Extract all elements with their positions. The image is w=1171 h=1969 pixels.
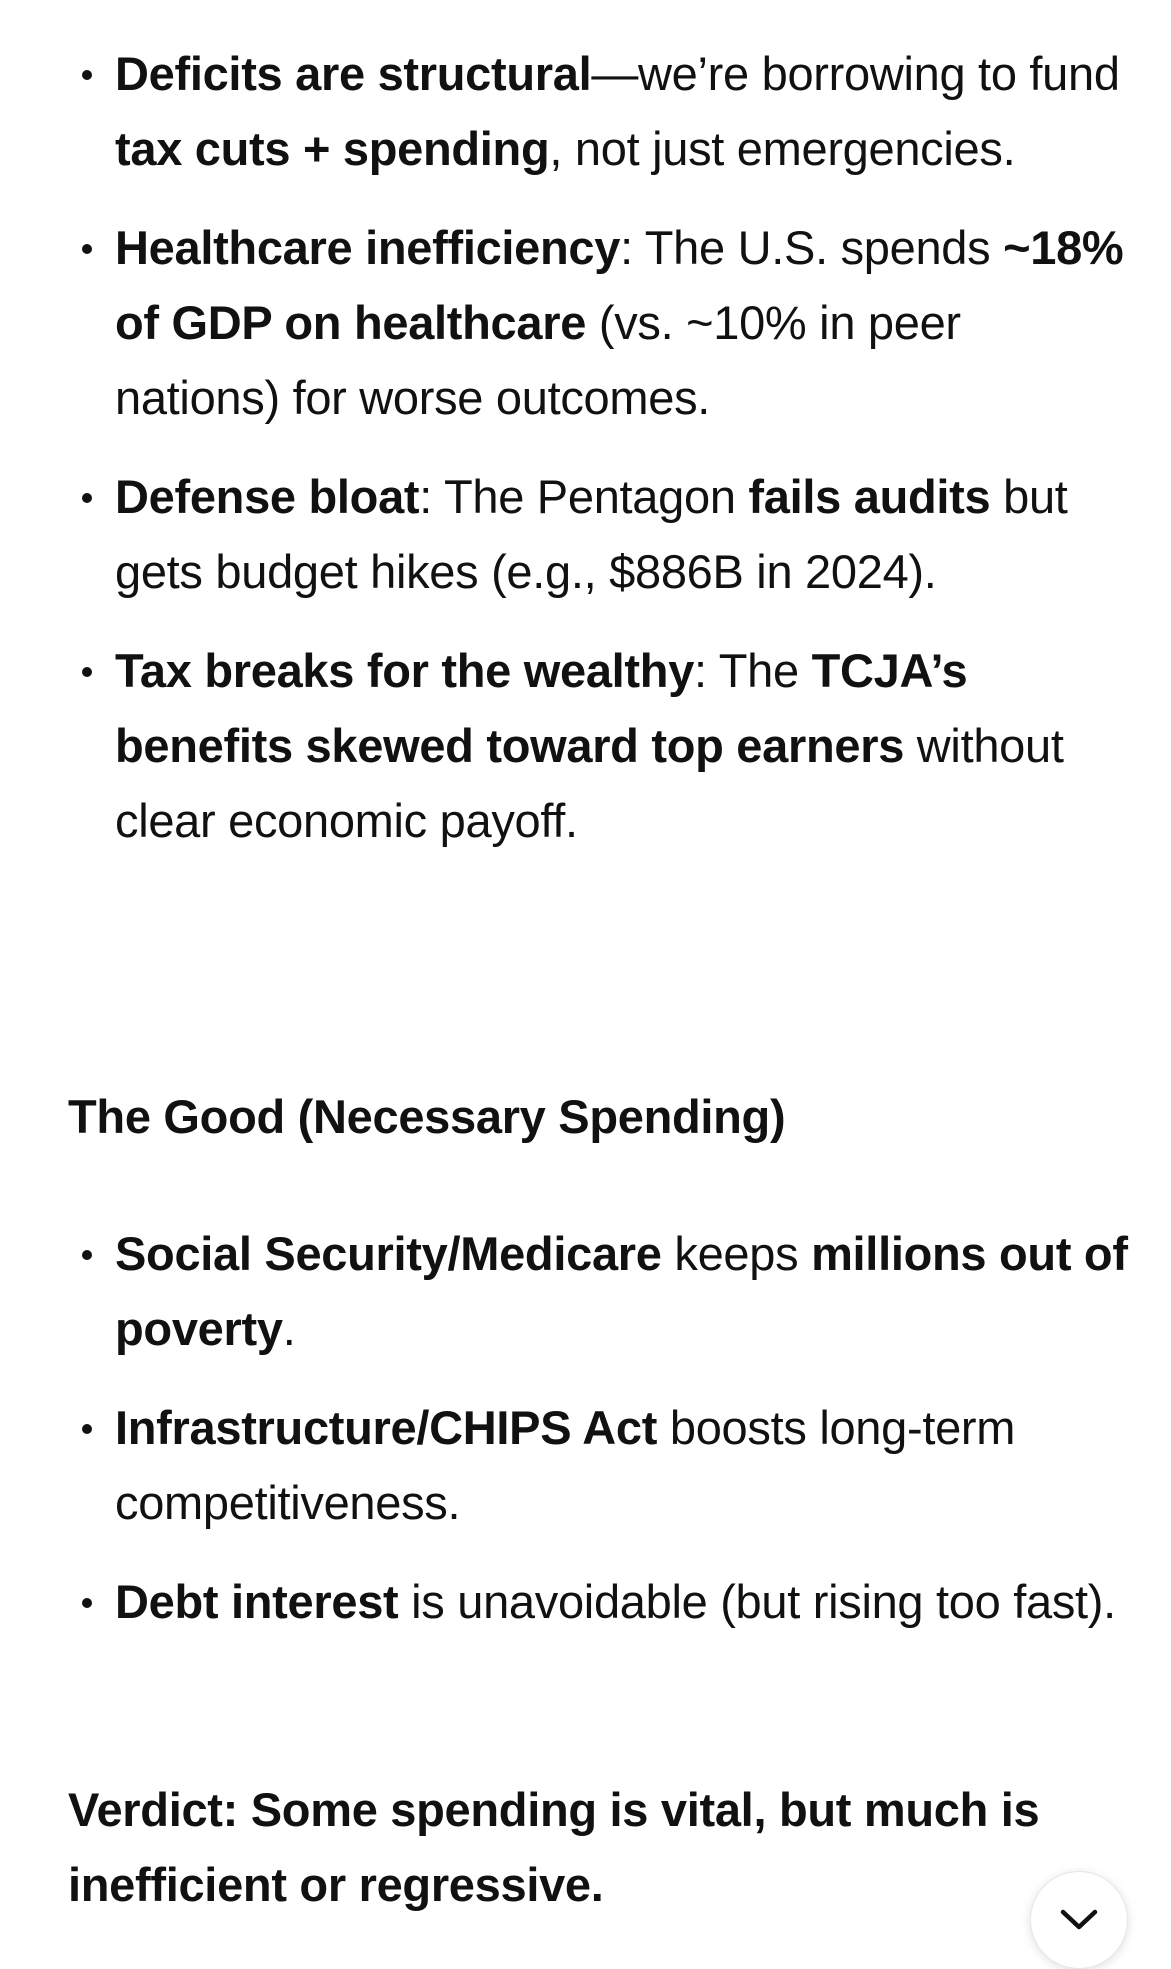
bullet-dot <box>82 1250 92 1260</box>
bold-text: ~18% of GDP on healthcare <box>115 221 1124 349</box>
text-segment: (vs. ~10% in peer nations) for worse outcomes. <box>115 296 961 424</box>
text-segment: without clear economic payoff. <box>115 719 1064 847</box>
text-segment: boosts long-term competitiveness. <box>115 1401 1016 1529</box>
list-item <box>0 1216 1171 1366</box>
list-item <box>0 459 1171 609</box>
list-item-text <box>115 47 1120 175</box>
bold-text: Defense bloat <box>115 470 420 523</box>
bold-text: Tax breaks for the wealthy <box>115 644 695 697</box>
list-item <box>0 36 1171 186</box>
list-item-text <box>115 1401 1015 1529</box>
text-segment: keeps <box>661 1227 812 1280</box>
bold-text: fails audits <box>748 470 991 523</box>
bold-text: Social Security/Medicare <box>115 1227 662 1280</box>
scroll-down-button[interactable] <box>1030 1871 1128 1969</box>
text-segment: . <box>282 1302 296 1355</box>
text-segment: is unavoidable (but rising too fast). <box>398 1575 1116 1628</box>
bullet-dot <box>82 493 92 503</box>
bullet-dot <box>82 1424 92 1434</box>
text-segment: but gets budget hikes (e.g., $886B in 2024). <box>115 470 1068 598</box>
bad-spending-list <box>0 36 1171 858</box>
list-item <box>0 1564 1171 1639</box>
text-segment: : The Pentagon <box>419 470 749 523</box>
bold-text: Deficits are structural <box>115 47 592 100</box>
list-item-text <box>115 221 1123 424</box>
text-segment: —we’re borrowing to fund <box>591 47 1120 100</box>
verdict-text: Verdict: Some spending is vital, but much is inefficient or regressive. <box>68 1783 1040 1911</box>
text-segment: , not just emergencies. <box>549 122 1016 175</box>
list-item <box>0 210 1171 435</box>
bold-text: Debt interest <box>115 1575 399 1628</box>
good-spending-list <box>0 1216 1171 1639</box>
bullet-dot <box>82 70 92 80</box>
chevron-down-icon <box>1059 1908 1099 1932</box>
bold-text: TCJA’s benefits skewed toward top earners <box>115 644 968 772</box>
bullet-dot <box>82 1598 92 1608</box>
list-item-text <box>115 470 1068 598</box>
text-segment: : The U.S. spends <box>620 221 1004 274</box>
list-item-text <box>115 1575 1116 1628</box>
list-item <box>0 1390 1171 1540</box>
section-heading: The Good (Necessary Spending) <box>68 1090 786 1143</box>
bold-text: Healthcare inefficiency <box>115 221 621 274</box>
bullet-dot <box>82 244 92 254</box>
list-item-text <box>115 1227 1128 1355</box>
bold-text: Infrastructure/CHIPS Act <box>115 1401 658 1454</box>
list-item <box>0 633 1171 858</box>
bold-text: tax cuts + spending <box>115 122 550 175</box>
bullet-dot <box>82 667 92 677</box>
text-segment: : The <box>694 644 812 697</box>
list-item-text <box>115 644 1064 847</box>
bold-text: millions out of poverty <box>115 1227 1128 1355</box>
